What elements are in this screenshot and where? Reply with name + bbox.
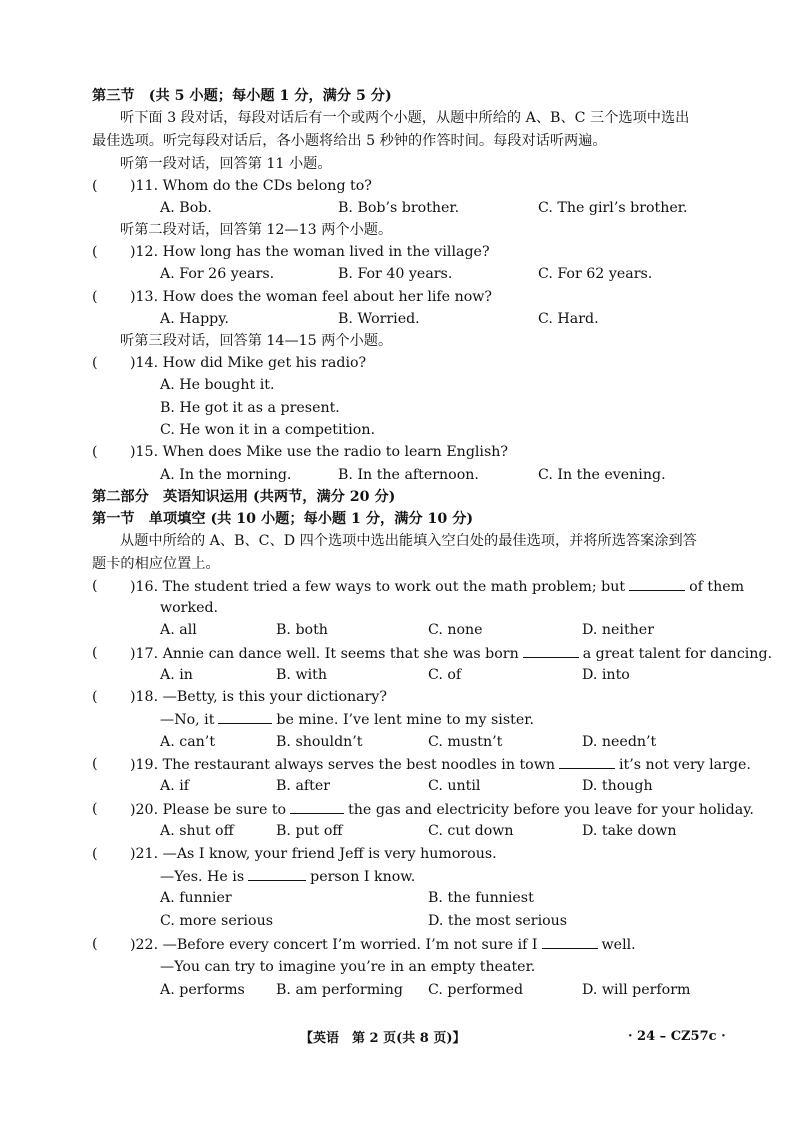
answer-paren: ( [92,178,98,194]
question-number: )21. [130,846,159,862]
question-number: )12. [130,244,159,260]
q17-option-c: C. of [428,667,462,683]
q22-option-c: C. performed [428,982,524,998]
question-text: person I know. [310,869,416,885]
q16-option-d: D. neither [582,622,654,638]
q20-option-d: D. take down [582,823,677,839]
q17-option-a: A. in [160,667,193,683]
q22-option-d: D. will perform [582,982,691,998]
question-text: well. [601,937,636,953]
part2-instruction-1: 从题中所给的 A、B、C、D 四个选项中选出能填入空白处的最佳选项，并将所选答案涂到答 [120,533,697,549]
q12-option-b: B. For 40 years. [338,266,453,282]
part2-heading: 第二部分 英语知识运用 (共两节，满分 20 分) [92,489,396,505]
question-number: )11. [130,178,159,194]
dialog-3-note: 听第三段对话，回答第 14—15 两个小题。 [120,333,393,349]
answer-blank [218,709,272,724]
q12-option-a: A. For 26 years. [160,266,275,282]
answer-blank [559,754,615,769]
question-19 [130,754,751,775]
question-text: a great talent for dancing. [582,646,773,662]
question-text: How long has the woman lived in the village? [162,244,490,260]
answer-blank [629,576,685,591]
q19-option-a: A. if [160,778,190,794]
q19-option-b: B. after [276,778,331,794]
question-number: )19. [130,757,159,773]
question-text: How does the woman feel about her life now? [162,289,492,305]
question-number: )16. [130,579,159,595]
q20-option-a: A. shut off [160,823,234,839]
question-18-line-2 [160,709,534,730]
answer-paren: ( [92,444,98,460]
q16-option-c: C. none [428,622,483,638]
question-21-line-2 [160,866,415,887]
question-number: )18. [130,689,159,705]
q14-option-c: C. He won it in a competition. [160,422,375,438]
q20-option-b: B. put off [276,823,343,839]
q11-option-b: B. Bob’s brother. [338,200,460,216]
q15-option-c: C. In the evening. [538,467,666,483]
q18-option-c: C. mustn’t [428,734,503,750]
question-22 [130,934,636,955]
question-20 [130,799,754,820]
q13-option-a: A. Happy. [160,311,229,327]
q11-option-c: C. The girl’s brother. [538,200,688,216]
q15-option-a: A. In the morning. [160,467,292,483]
answer-paren: ( [92,756,98,772]
question-text-continued: worked. [160,600,219,616]
q14-option-a: A. He bought it. [160,377,275,393]
q18-option-a: A. can’t [160,734,216,750]
answer-paren: ( [92,936,98,952]
q18-option-d: D. needn’t [582,734,657,750]
question-11 [130,176,372,196]
answer-blank [542,934,598,949]
question-text: Annie can dance well. It seems that she was born [162,646,519,662]
q21-option-b: B. the funniest [428,890,534,906]
q13-option-b: B. Worried. [338,311,420,327]
answer-paren: ( [92,355,98,371]
question-number: )20. [130,802,159,818]
q21-option-c: C. more serious [160,913,274,929]
q20-option-c: C. cut down [428,823,514,839]
answer-paren: ( [92,289,98,305]
section3-instruction-1: 听下面 3 段对话，每段对话后有一个或两个小题，从题中所给的 A、B、C 三个选项中选出 [120,110,690,126]
question-text: The restaurant always serves the best noodles in town [162,757,555,773]
q12-option-c: C. For 62 years. [538,266,653,282]
question-number: )17. [130,646,159,662]
page-footer-title: 【英语 第 2 页(共 8 页)】 [300,1031,466,1046]
question-text: —No, it [160,712,215,728]
question-text: be mine. I’ve lent mine to my sister. [276,712,534,728]
question-text: the gas and electricity before you leave for your holiday. [348,802,754,818]
q17-option-b: B. with [276,667,327,683]
q15-option-b: B. In the afternoon. [338,467,479,483]
answer-blank [290,799,344,814]
section3-instruction-2: 最佳选项。听完每段对话后，各小题将给出 5 秒钟的作答时间。每段对话听两遍。 [92,133,607,149]
question-12 [130,242,490,262]
q19-option-d: D. though [582,778,653,794]
q16-option-b: B. both [276,622,328,638]
question-13 [130,287,492,307]
dialog-2-note: 听第二段对话，回答第 12—13 两个小题。 [120,222,393,238]
q22-option-a: A. performs [160,982,245,998]
question-number: )13. [130,289,159,305]
answer-paren: ( [92,801,98,817]
question-text: it’s not very large. [619,757,751,773]
answer-paren: ( [92,244,98,260]
question-21 [130,844,497,864]
answer-paren: ( [92,578,98,594]
question-14 [130,353,366,373]
q21-option-a: A. funnier [160,890,232,906]
question-text: —Betty, is this your dictionary? [162,689,388,705]
question-text: When does Mike use the radio to learn English? [162,444,508,460]
q16-option-a: A. all [160,622,197,638]
q14-option-b: B. He got it as a present. [160,400,340,416]
question-22-line-2: —You can try to imagine you’re in an empty theater. [160,959,536,975]
dialog-1-note: 听第一段对话，回答第 11 小题。 [120,156,332,172]
question-text: —Yes. He is [160,869,245,885]
q11-option-a: A. Bob. [160,200,212,216]
answer-paren: ( [92,846,98,862]
part2-section1-heading: 第一节 单项填空 (共 10 小题；每小题 1 分，满分 10 分) [92,511,474,527]
section3-heading: 第三节 (共 5 小题；每小题 1 分，满分 5 分) [92,88,392,104]
question-text: —Before every concert I’m worried. I’m not sure if I [162,937,538,953]
q21-option-d: D. the most serious [428,913,568,929]
page-footer-code: · 24 – CZ57c · [628,1029,726,1044]
question-text: Please be sure to [162,802,287,818]
answer-paren: ( [92,689,98,705]
answer-blank [248,866,306,881]
answer-blank [523,643,579,658]
q17-option-d: D. into [582,667,630,683]
part2-instruction-2: 题卡的相应位置上。 [92,556,220,572]
question-text: Whom do the CDs belong to? [162,178,372,194]
question-number: )14. [130,355,159,371]
q13-option-c: C. Hard. [538,311,599,327]
question-17 [130,643,772,664]
q22-option-b: B. am performing [276,982,403,998]
answer-paren: ( [92,645,98,661]
question-text: How did Mike get his radio? [162,355,367,371]
q19-option-c: C. until [428,778,481,794]
question-15 [130,442,508,462]
question-text: The student tried a few ways to work out the math problem; but [162,579,626,595]
question-16 [130,576,744,597]
question-18 [130,687,387,707]
question-number: )22. [130,937,159,953]
question-text: —As I know, your friend Jeff is very humorous. [162,846,497,862]
question-number: )15. [130,444,159,460]
question-text: of them [689,579,745,595]
q18-option-b: B. shouldn’t [276,734,363,750]
